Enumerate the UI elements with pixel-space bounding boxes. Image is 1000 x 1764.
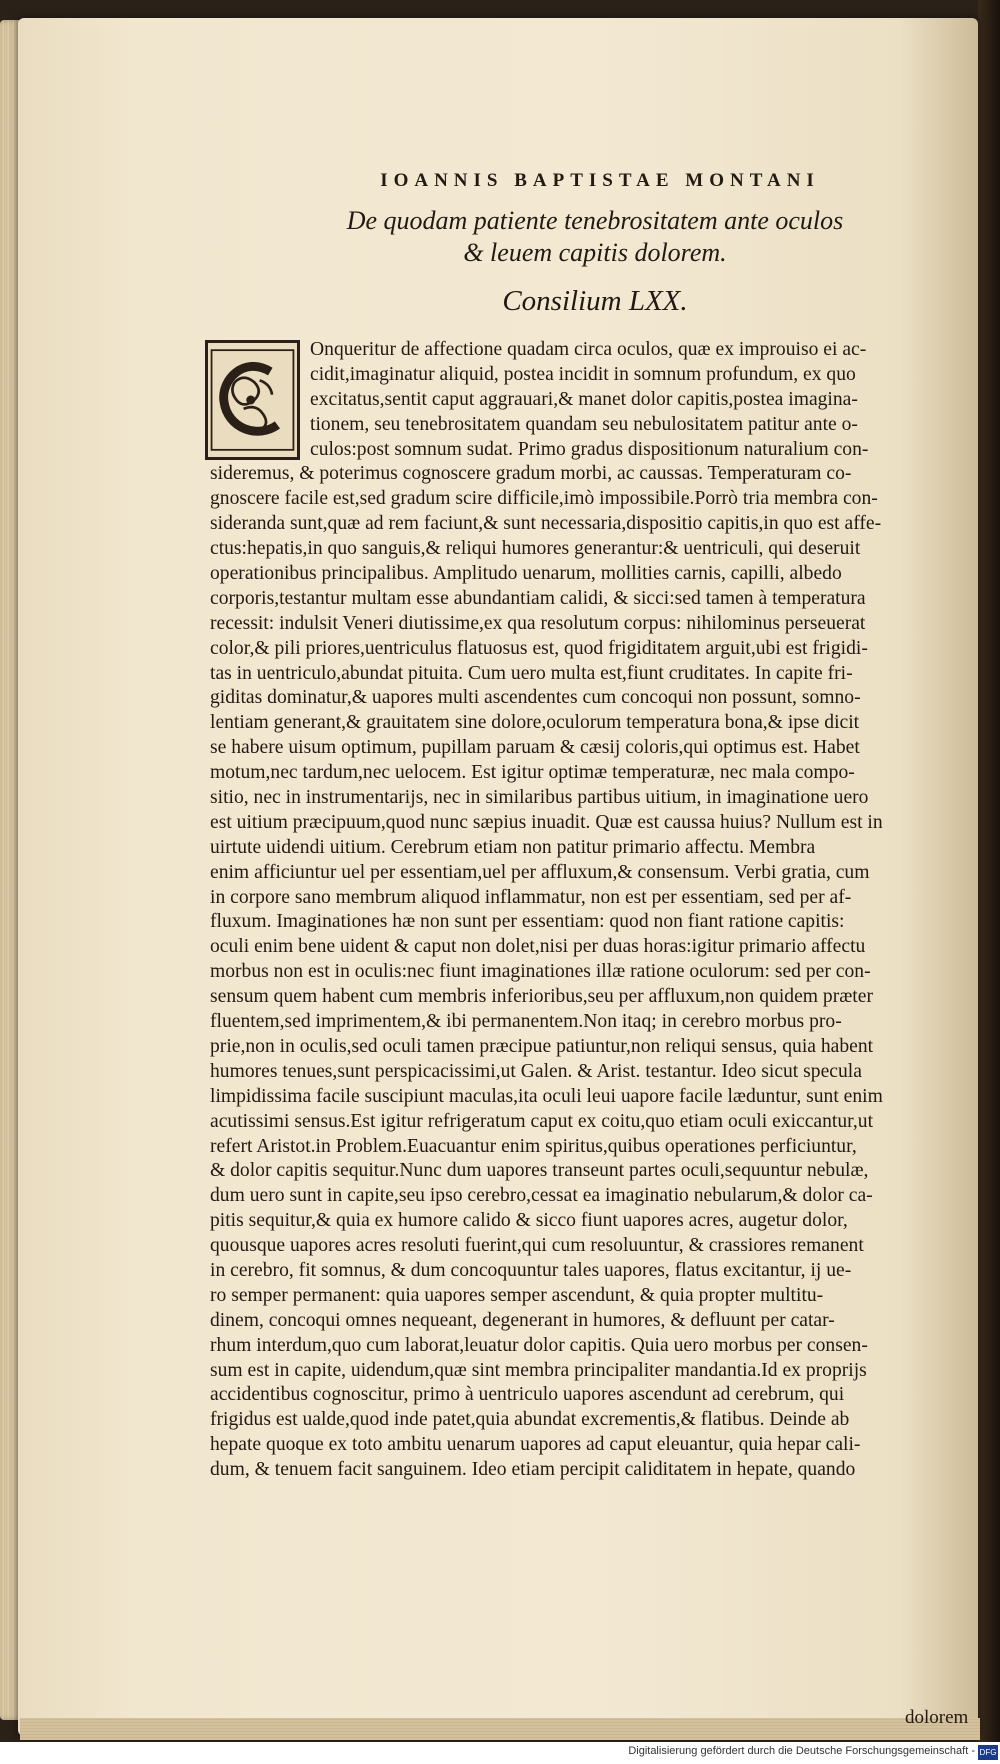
body-text <box>210 338 978 1483</box>
text-line: giditas dominatur,& uapores multi ascendentes cum concoqui non possunt, somno- <box>210 687 861 709</box>
consilium-heading: Consilium LXX. <box>502 285 688 317</box>
spine-edge <box>978 0 1000 1764</box>
page-edges-bottom <box>20 1718 980 1740</box>
text-line: dum, & tenuem facit sanguinem. Ideo etiam percipit caliditatem in hepate, quando <box>210 1459 856 1481</box>
text-line: frigidus est ualde,quod inde patet,quia abundat excrementis,& flatibus. Deinde ab <box>210 1409 850 1431</box>
text-line: pitis sequitur,& quia ex humore calido & sicco fiunt uapores acres, augetur dolor, <box>210 1210 848 1232</box>
text-line: fluentem,sed imprimentem,& ibi permanentem.Non itaq; in cerebro morbus pro- <box>210 1011 842 1033</box>
chapter-title <box>300 205 890 269</box>
text-line: oculi enim bene uident & caput non dolet,nisi per duas horas:igitur primario affectu <box>210 936 866 958</box>
text-line: fluxum. Imaginationes hæ non sunt per essentiam: quod non fiant ratione capitis: <box>210 911 845 933</box>
text-line: culos:post somnum sudat. Primo gradus dispositionum naturalium con- <box>310 438 869 460</box>
text-line: color,& pili priores,uentriculus flatuosus est, quod frigiditatem arguit,ubi est frigidi- <box>210 637 868 659</box>
text-line: humores tenues,sunt perspicacissimi,ut Galen. & Arist. testantur. Ideo sicut specula <box>210 1060 862 1082</box>
text-line: cidit,imaginatur aliquid, postea incidit in somnum profundum, ex quo <box>310 363 856 385</box>
text-line: operationibus principalibus. Amplitudo uenarum, mollities carnis, capilli, albedo <box>210 563 842 585</box>
text-line: sitio, nec in instrumentarijs, nec in similaribus partibus uitium, in imaginatione uero <box>210 787 869 809</box>
digitization-credit: Digitalisierung gefördert durch die Deutsche Forschungsgemeinschaft - <box>628 1745 975 1757</box>
text-line: refert Aristot.in Problem.Euacuantur enim spiritus,quibus operationes perficiuntur, <box>210 1135 857 1157</box>
text-line: sideremus, & poterimus cognoscere gradum morbi, ac caussas. Temperaturam co- <box>210 463 852 485</box>
text-line: dum uero sunt in capite,seu ipso cerebro,cessat ea imaginatio nebularum,& dolor ca- <box>210 1185 873 1207</box>
chapter-title-line-1: De quodam patiente tenebrositatem ante oculos <box>346 206 844 235</box>
running-header: IOANNIS BAPTISTAE MONTANI <box>380 170 820 191</box>
text-line: prie,non in oculis,sed oculi tamen præcipue patiuntur,non reliqui sensus, quia habent <box>210 1035 874 1057</box>
text-line: limpidissima facile suscipiunt maculas,ita oculi leui uapore facile læduntur, sunt enim <box>210 1085 883 1107</box>
text-line: hepate quoque ex toto ambitu uenarum uapores ad caput eleuantur, quia hepar cali- <box>210 1434 861 1456</box>
text-line: corporis,testantur multam esse abundantiam calidi, & sicci:sed tamen à temperatura <box>210 587 866 609</box>
text-line: quousque uapores acres resoluti fuerint,qui cum resoluuntur, & crassiores remanent <box>210 1235 864 1257</box>
text-line: uirtute uidendi uitium. Cerebrum etiam non patitur primario affectu. Membra <box>210 836 816 858</box>
text-line: accidentibus cognoscitur, primo à uentriculo uapores ascendunt ad cerebrum, qui <box>210 1384 845 1406</box>
text-line: dinem, concoqui omnes nequeant, degenerant in humores, & defluunt per catar- <box>210 1309 835 1331</box>
text-line: sum est in capite, uidendum,quæ sint membra principaliter mandantia.Id ex proprijs <box>210 1359 867 1381</box>
dfg-logo: DFG <box>978 1745 998 1760</box>
text-line: & dolor capitis sequitur.Nunc dum uapores transeunt partes oculi,sequuntur nebulæ, <box>210 1160 869 1182</box>
catchword: dolorem <box>905 1707 969 1728</box>
text-line: se habere uisum optimum, pupillam paruam & cæsij coloris,qui optimus est. Habet <box>210 737 860 759</box>
text-line: tionem, seu tenebrositatem quandam seu nebulositatem patitur ante o- <box>310 413 858 435</box>
text-line: rhum interdum,quo cum laborat,leuatur dolor capitis. Quia uero morbus per consen- <box>210 1334 868 1356</box>
text-line: sensum quem habent cum membris inferioribus,seu per affluxum,non quidem præter <box>210 986 873 1008</box>
text-line: gnoscere facile est,sed gradum scire difficile,imò impossibile.Porrò tria membra con- <box>210 488 878 510</box>
text-line: ro semper permanent: quia uapores semper ascendunt, & quia propter multitu- <box>210 1284 824 1306</box>
text-line: in corpore sano membrum aliquod inflammatur, non est per essentiam, sed per af- <box>210 886 852 908</box>
text-line: sideranda sunt,quæ ad rem faciunt,& sunt necessaria,dispositio capitis,in quo est affe- <box>210 513 882 535</box>
text-line: morbus non est in oculis:nec fiunt imaginationes illæ ratione oculorum: sed per con- <box>210 961 871 983</box>
text-line: enim afficiuntur uel per essentiam,uel per affluxum,& consensum. Verbi gratia, cum <box>210 861 870 883</box>
text-line: in cerebro, fit somnus, & dum concoquuntur tales uapores, flatus excitantur, ij ue- <box>210 1259 852 1281</box>
text-line: ctus:hepatis,in quo sanguis,& reliqui humores generantur:& uentriculi, qui deseruit <box>210 538 861 560</box>
text-line: motum,nec tardum,nec uelocem. Est igitur optimæ temperaturæ, nec mala compo- <box>210 762 855 784</box>
chapter-title-line-2: & leuem capitis dolorem. <box>463 238 727 267</box>
text-line: acutissimi sensus.Est igitur refrigeratum caput ex coitu,quo etiam oculi exiccantur,ut <box>210 1110 874 1132</box>
text-line: est uitium præcipuum,quod nunc sæpius inuadit. Quæ est caussa huius? Nullum est in <box>210 811 883 833</box>
text-line: lentiam generant,& grauitatem sine dolore,oculorum temperatura bona,& ipse dicit <box>210 712 860 734</box>
text-line: recessit: indulsit Veneri diutissime,ex qua resolutum corpus: nihilominus perseuerat <box>210 612 866 634</box>
text-line: excitatus,sentit caput aggrauari,& manet dolor capitis,postea imagina- <box>310 388 858 410</box>
text-line: Onqueritur de affectione quadam circa oculos, quæ ex improuiso ei ac- <box>310 339 867 360</box>
text-line: tas in uentriculo,abundat pituita. Cum uero multa est,fiunt cruditates. In capite fri- <box>210 662 853 684</box>
